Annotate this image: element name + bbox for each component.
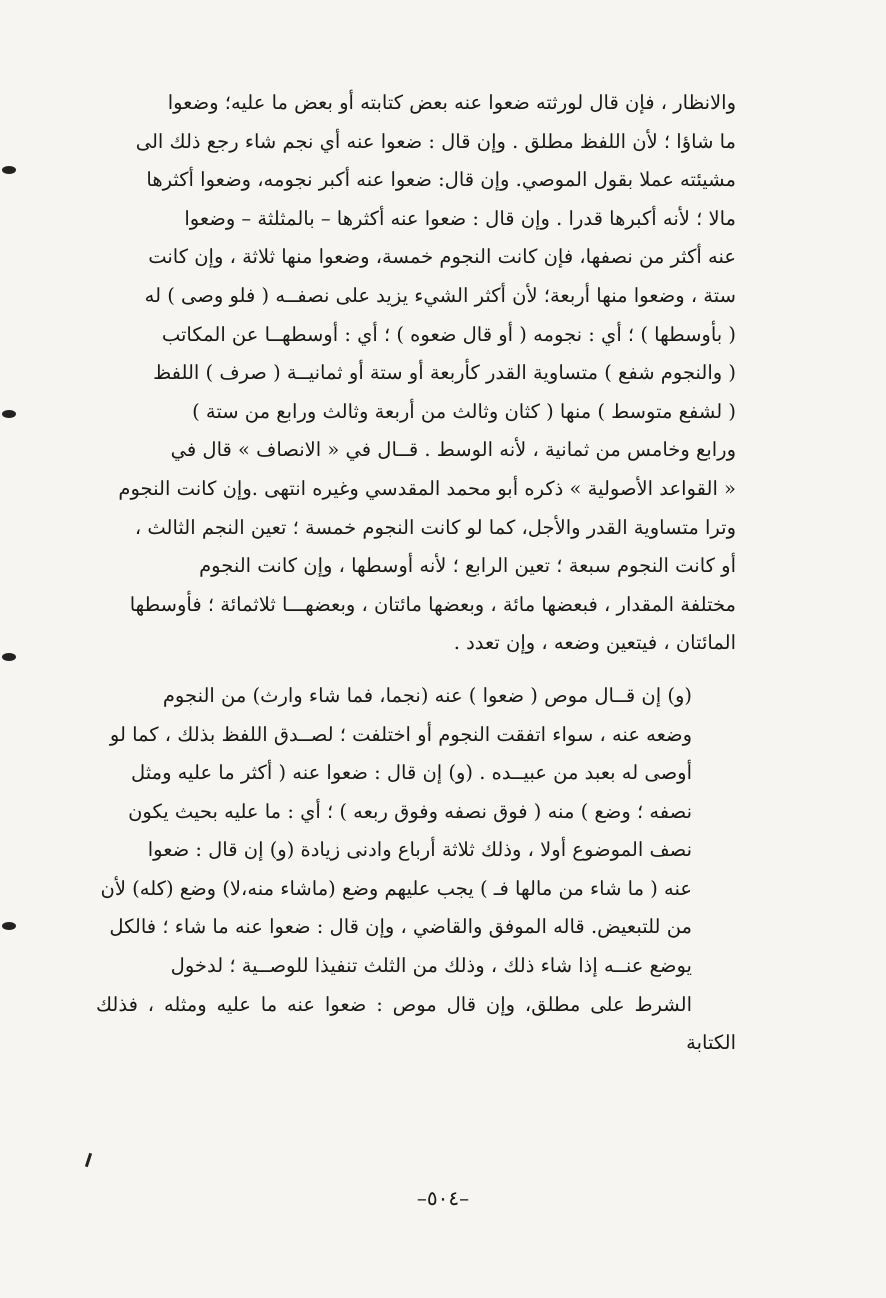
page-body	[96, 84, 736, 1063]
text-line: مالا ؛ لأنه أكبرها قدرا . وإن قال : ضعوا عنه أكثرها – بالمثلثة – وضعوا	[184, 206, 736, 230]
text-line: مختلفة المقدار ، فبعضها مائة ، وبعضها مائتان ، وبعضهـــا ثلاثمائة ؛ فأوسطها	[129, 592, 736, 616]
text-line: ستة ، وضعوا منها أربعة؛ لأن أكثر الشيء يزيد على نصفــه ( فلو وصى ) له	[144, 283, 736, 307]
text-line: نصفه ؛ وضع ) منه ( فوق نصفه وفوق ربعه ) ؛ أي : ما عليه بحيث يكون	[128, 799, 692, 823]
text-line: يوضع عنــه إذا شاء ذلك ، وذلك من الثلث تنفيذا للوصــية ؛ لدخول	[170, 954, 692, 978]
text-line: وترا متساوية القدر والأجل، كما لو كانت النجوم خمسة ؛ تعين النجم الثالث ،	[134, 515, 736, 539]
binding-mark	[2, 653, 16, 661]
binding-mark	[2, 922, 16, 930]
text-line: نصف الموضوع أولا ، وذلك ثلاثة أرباع وادنى زيادة (و) إن قال : ضعوا	[147, 838, 692, 862]
text-line: أوصى له بعبد من عبيــده . (و) إن قال : ضعوا عنه ( أكثر ما عليه ومثل	[130, 761, 692, 785]
ink-mark	[85, 1153, 92, 1167]
text-line: من للتبعيض. قاله الموفق والقاضي ، وإن قال : ضعوا عنه ما شاء ؛ فالكل	[109, 915, 692, 939]
text-line: عنه أكثر من نصفها، فإن كانت النجوم خمسة، وضعوا منها ثلاثة ، وإن كانت	[148, 245, 736, 269]
text-line: ما شاؤا ؛ لأن اللفظ مطلق . وإن قال : ضعوا عنه أي نجم شاء رجع ذلك الى	[135, 129, 736, 153]
text-line: المائتان ، فيتعين وضعه ، وإن تعدد .	[453, 631, 736, 655]
text-line: ورابع وخامس من ثمانية ، لأنه الوسط . قــال في « الانصاف » قال في	[170, 438, 736, 462]
text-line: ( لشفع متوسط ) منها ( كثان وثالث من أربعة وثالث ورابع من ستة )	[192, 399, 736, 423]
paragraph-2	[96, 677, 736, 1063]
page-number: –٥٠٤–	[416, 1186, 470, 1210]
text-line: عنه ( ما شاء من مالها فـ ) يجب عليهم وضع (ماشاء منه،لا) وضع (كله) لأن	[100, 876, 692, 900]
text-line: الشرط على مطلق، وإن قال موص : ضعوا عنه ما عليه ومثله ، فذلك الكتابة	[96, 992, 736, 1055]
text-line: (و) إن قــال موص ( ضعوا ) عنه (نجما، فما شاء وارث) من النجوم	[162, 683, 692, 707]
text-line: والانظار ، فإن قال لورثته ضعوا عنه بعض كتابته أو بعض ما عليه؛ وضعوا	[167, 91, 736, 114]
text-line: « القواعد الأصولية » ذكره أبو محمد المقدسي وغيره انتهى .وإن كانت النجوم	[118, 476, 736, 500]
binding-mark	[2, 166, 16, 174]
text-line: ( والنجوم شفع ) متساوية القدر كأربعة أو ستة أو ثمانيــة ( صرف ) اللفظ	[153, 361, 736, 385]
text-line: مشيئته عملا بقول الموصي. وإن قال: ضعوا عنه أكبر نجومه، وضعوا أكثرها	[146, 168, 736, 192]
paragraph-1	[96, 84, 736, 663]
text-line: أو كانت النجوم سبعة ؛ تعين الرابع ؛ لأنه أوسطها ، وإن كانت النجوم	[199, 554, 736, 578]
binding-mark	[2, 410, 16, 418]
text-line: وضعه عنه ، سواء اتفقت النجوم أو اختلفت ؛ لصــدق اللفظ بذلك ، كما لو	[109, 722, 692, 746]
text-line: ( بأوسطها ) ؛ أي : نجومه ( أو قال ضعوه ) ؛ أي : أوسطهــا عن المكاتب	[161, 322, 736, 346]
